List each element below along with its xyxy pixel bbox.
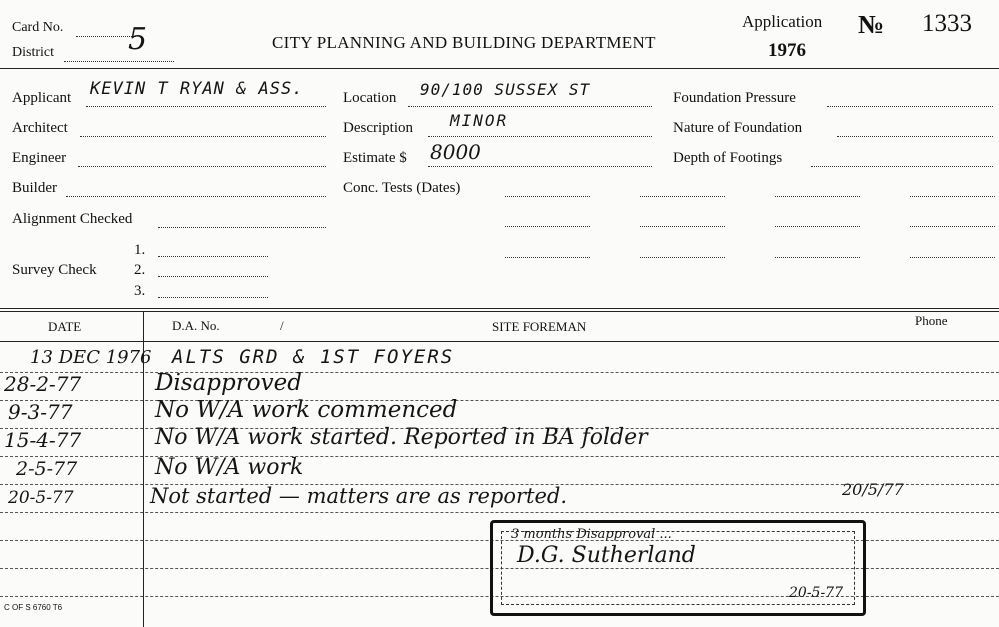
survey-check-label: Survey Check bbox=[12, 262, 97, 278]
form-code: C OF S 6760 T6 bbox=[4, 603, 63, 612]
conc-tests-label: Conc. Tests (Dates) bbox=[343, 180, 461, 196]
description-value: MINOR bbox=[450, 111, 509, 130]
applicant-label: Applicant bbox=[12, 90, 72, 106]
log-top-line-2 bbox=[0, 311, 999, 312]
row-line-2 bbox=[0, 400, 999, 401]
date-header: DATE bbox=[48, 319, 82, 334]
conc-dots-3c bbox=[775, 257, 860, 258]
application-year: 1976 bbox=[768, 40, 806, 61]
engineer-label: Engineer bbox=[12, 150, 67, 166]
survey-1-dots bbox=[158, 256, 268, 257]
row-line-4 bbox=[0, 456, 999, 457]
entry-date: 20-5-77 bbox=[8, 488, 74, 508]
row-line-6 bbox=[0, 512, 999, 513]
district-label: District bbox=[12, 45, 54, 60]
entry-date: 2-5-77 bbox=[16, 458, 78, 480]
entry-date: 13 DEC 1976 bbox=[30, 347, 152, 368]
log-header-line bbox=[0, 341, 999, 342]
survey-3-dots bbox=[158, 297, 268, 298]
conc-dots-1c bbox=[775, 196, 860, 197]
conc-dots-1d bbox=[910, 196, 995, 197]
entry-note: No W/A work commenced bbox=[155, 397, 458, 423]
applicant-value: KEVIN T RYAN & ASS. bbox=[90, 79, 304, 99]
district-value: 5 bbox=[128, 22, 148, 57]
architect-label: Architect bbox=[12, 120, 68, 136]
da-header: D.A. No. bbox=[172, 318, 220, 333]
conc-dots-3b bbox=[640, 257, 725, 258]
entry-note: No W/A work started. Reported in BA folder bbox=[155, 425, 648, 450]
estimate-dots bbox=[428, 166, 652, 167]
conc-dots-2c bbox=[775, 226, 860, 227]
application-number: 1333 bbox=[922, 10, 972, 37]
foundation-pressure-label: Foundation Pressure bbox=[673, 90, 796, 106]
survey-2-dots bbox=[158, 276, 268, 277]
nature-dots bbox=[837, 136, 993, 137]
alignment-dots bbox=[158, 227, 326, 228]
description-label: Description bbox=[343, 120, 413, 136]
entry-date: 15-4-77 bbox=[4, 428, 82, 452]
card-no-label: Card No. bbox=[12, 20, 64, 35]
row-line-1 bbox=[0, 372, 999, 373]
header-divider bbox=[0, 68, 999, 69]
entry-note: No W/A work bbox=[155, 455, 304, 480]
location-dots bbox=[408, 106, 652, 107]
number-symbol: № bbox=[858, 10, 885, 39]
application-label: Application bbox=[742, 12, 823, 31]
location-value: 90/100 SUSSEX ST bbox=[420, 80, 591, 99]
approval-stamp bbox=[490, 520, 866, 616]
stamp-line-1: 3 months Disapproval ... bbox=[511, 527, 672, 542]
phone-header: Phone bbox=[915, 313, 948, 328]
foundation-pressure-dots bbox=[827, 106, 993, 107]
conc-dots-2b bbox=[640, 226, 725, 227]
entry-initials-date: 20/5/77 bbox=[842, 480, 904, 499]
nature-of-foundation-label: Nature of Foundation bbox=[673, 120, 803, 136]
entry-note: Disapproved bbox=[155, 370, 302, 396]
builder-label: Builder bbox=[12, 180, 57, 196]
architect-dots bbox=[80, 136, 326, 137]
site-foreman-header: SITE FOREMAN bbox=[492, 319, 587, 334]
estimate-label: Estimate $ bbox=[343, 150, 407, 166]
entry-date: 28-2-77 bbox=[4, 372, 82, 396]
department-title: CITY PLANNING AND BUILDING DEPARTMENT bbox=[272, 33, 656, 52]
entry-note: ALTS GRD & 1ST FOYERS bbox=[172, 346, 455, 368]
log-top-line bbox=[0, 308, 999, 309]
engineer-dots bbox=[78, 166, 326, 167]
depth-of-footings-label: Depth of Footings bbox=[673, 150, 783, 166]
card-no-dots bbox=[76, 36, 136, 37]
entry-date: 9-3-77 bbox=[8, 400, 73, 424]
estimate-value: 8000 bbox=[430, 140, 481, 164]
stamp-signature: D.G. Sutherland bbox=[517, 543, 696, 568]
conc-dots-3a bbox=[505, 257, 590, 258]
da-slash: / bbox=[280, 318, 284, 333]
applicant-dots bbox=[86, 106, 326, 107]
builder-dots bbox=[66, 196, 326, 197]
description-dots bbox=[428, 136, 652, 137]
conc-dots-1a bbox=[505, 196, 590, 197]
depth-dots bbox=[811, 166, 993, 167]
location-label: Location bbox=[343, 90, 397, 106]
conc-dots-2d bbox=[910, 226, 995, 227]
district-dots bbox=[64, 61, 174, 62]
conc-dots-3d bbox=[910, 257, 995, 258]
entry-note: Not started — matters are as reported. bbox=[150, 484, 568, 508]
conc-dots-2a bbox=[505, 226, 590, 227]
survey-3-label: 3. bbox=[134, 283, 146, 299]
alignment-label: Alignment Checked bbox=[12, 211, 133, 227]
stamp-date: 20-5-77 bbox=[789, 585, 843, 601]
conc-dots-1b bbox=[640, 196, 725, 197]
survey-2-label: 2. bbox=[134, 262, 146, 278]
survey-1-label: 1. bbox=[134, 242, 146, 258]
